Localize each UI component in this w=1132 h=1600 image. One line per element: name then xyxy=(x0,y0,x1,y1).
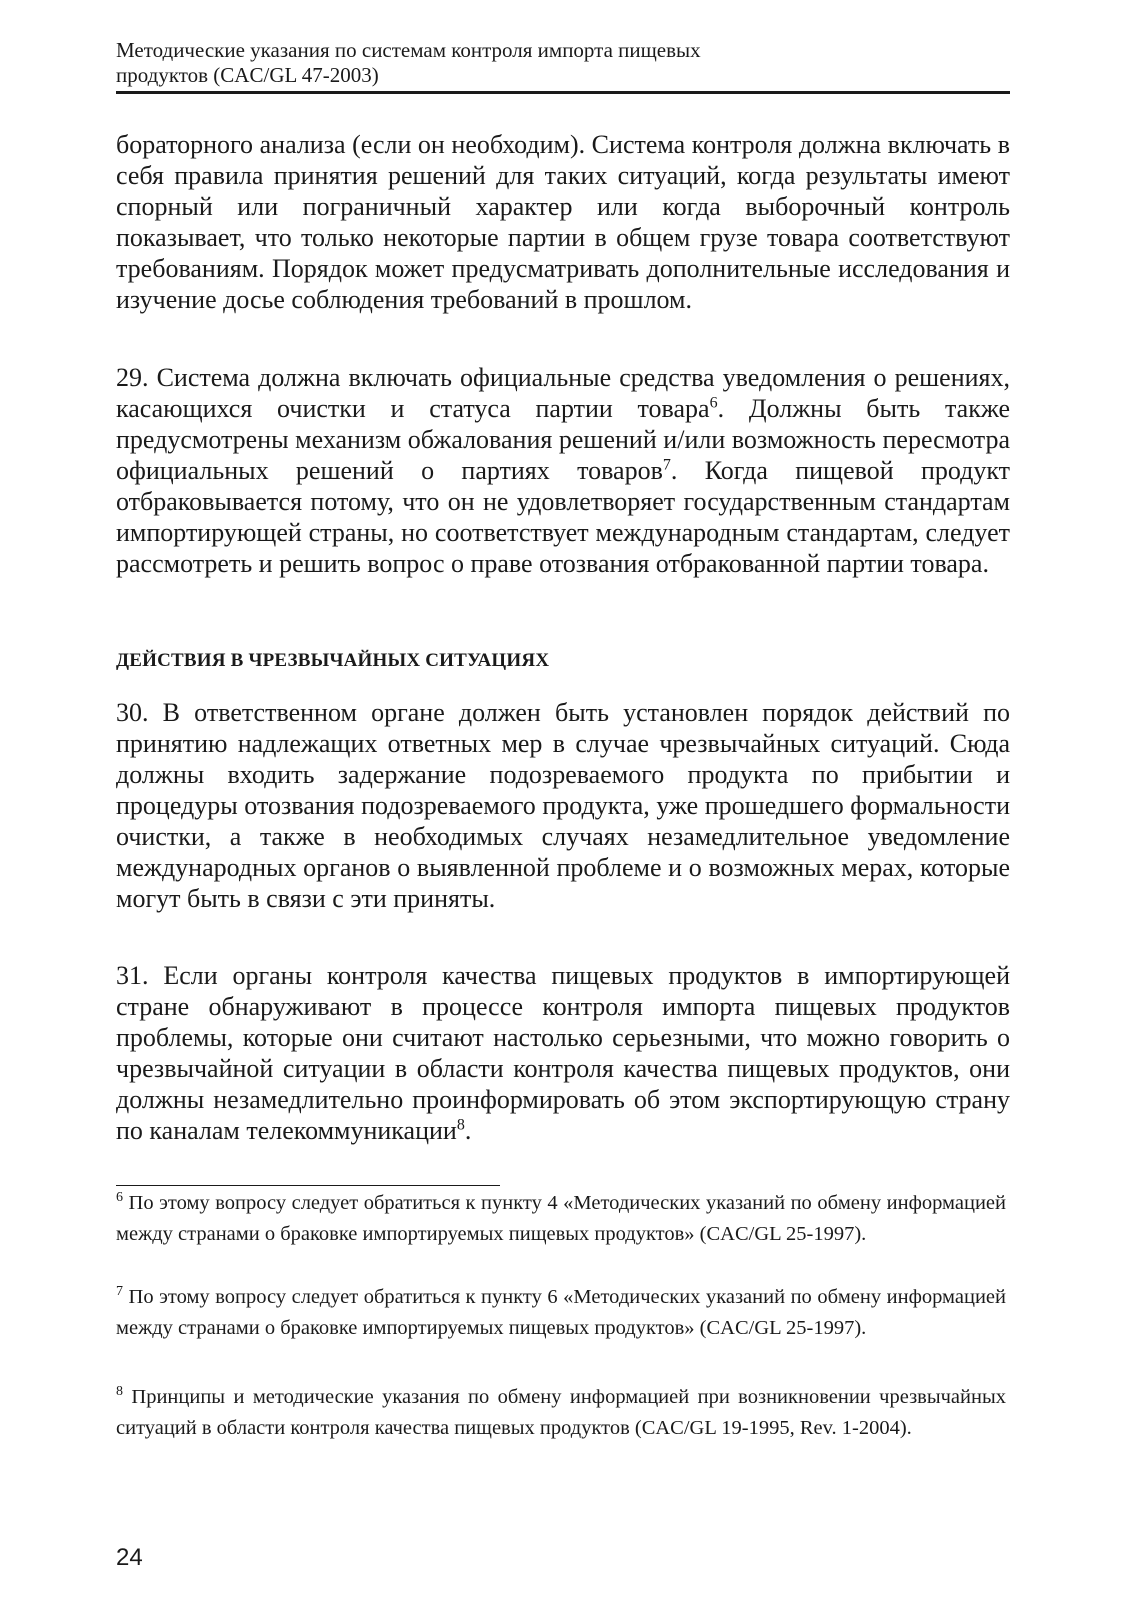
paragraph-29-text-b: . Должны быть также предусмотрены механизм обжалования решений и/или возможность пересмотра официальных решений о партиях товаров xyxy=(116,394,1010,485)
paragraph-30: 30. В ответственном органе должен быть установлен порядок действий по принятию надлежащих ответных мер в случае чрезвычайных ситуаций. Сюда должны входить задержание подозреваемого продукта по прибытии и процедуры отозвания подозреваемого продукта, уже прошедшего формальности очистки, а также в необходимых случаях незамедлительное уведомление международных органов о выявленной проблеме и о возможных мерах, которые могут быть в связи с эти приняты. xyxy=(116,698,1010,913)
footnote-ref-6[interactable]: 6 xyxy=(709,394,718,412)
footnote-7-text: По этому вопросу следует обратиться к пункту 6 «Методических указаний по обмену информацией между странами о браковке импортируемых пищевых продуктов» (CAC/GL 25-1997). xyxy=(116,1286,1006,1339)
footnote-ref-7[interactable]: 7 xyxy=(662,456,671,474)
footnote-7-mark: 7 xyxy=(116,1284,123,1300)
page-number: 24 xyxy=(116,1544,143,1571)
footnote-8 xyxy=(116,1382,1006,1444)
footnote-ref-8[interactable]: 8 xyxy=(456,1116,465,1134)
footnote-6-text: По этому вопросу следует обратиться к пункту 4 «Методических указаний по обмену информацией между странами о браковке импортируемых пищевых продуктов» (CAC/GL 25-1997). xyxy=(116,1192,1006,1245)
footnote-6 xyxy=(116,1188,1006,1250)
paragraph-31-text: 31. Если органы контроля качества пищевых продуктов в импортирующей стране обнаруживают в процессе контроля импорта пищевых продуктов проблемы, которые они считают настолько серьезными, что можно говорить о чрезвычайной ситуации в области контроля качества пищевых продуктов, они должны незамедлительно проинформировать об этом экспортирующую страну по каналам телекоммуникации xyxy=(116,961,1010,1145)
footnote-rule xyxy=(116,1185,500,1186)
paragraph-continuation: бораторного анализа (если он необходим). Система контроля должна включать в себя правила принятия решений для таких ситуаций, когда результаты имеют спорный или пограничный характер или когда выборочный контроль показывает, что только некоторые партии в общем грузе товара соответствуют требованиям. Порядок может предусматривать дополнительные исследования и изучение досье соблюдения требований в прошлом. xyxy=(116,130,1010,314)
footnote-7 xyxy=(116,1282,1006,1344)
running-header xyxy=(116,38,1006,88)
footnote-8-mark: 8 xyxy=(116,1384,123,1400)
running-header-line-2: продуктов (CAC/GL 47-2003) xyxy=(116,63,379,87)
running-header-line-1: Методические указания по системам контроля импорта пищевых xyxy=(116,38,701,62)
footnote-8-text: Принципы и методические указания по обмену информацией при возникновении чрезвычайных ситуаций в области контроля качества пищевых продуктов (CAC/GL 19-1995, Rev. 1-2004). xyxy=(116,1386,1006,1439)
paragraph-29-text-a: 29. Система должна включать официальные средства уведомления о решениях, касающихся очистки и статуса партии товара xyxy=(116,363,1010,423)
header-rule xyxy=(116,91,1010,94)
paragraph-31 xyxy=(116,960,1010,1146)
paragraph-29 xyxy=(116,362,1010,579)
section-heading: ДЕЙСТВИЯ В ЧРЕЗВЫЧАЙНЫХ СИТУАЦИЯХ xyxy=(116,650,550,671)
paragraph-29-text-c: . Когда пищевой продукт отбраковывается потому, что он не удовлетворяет государственным стандартам импортирующей страны, но соответствует международным стандартам, следует рассмотреть и решить вопрос о праве отозвания отбракованной партии товара. xyxy=(116,456,1011,578)
paragraph-31-end: . xyxy=(464,1116,472,1145)
footnote-6-mark: 6 xyxy=(116,1190,123,1206)
